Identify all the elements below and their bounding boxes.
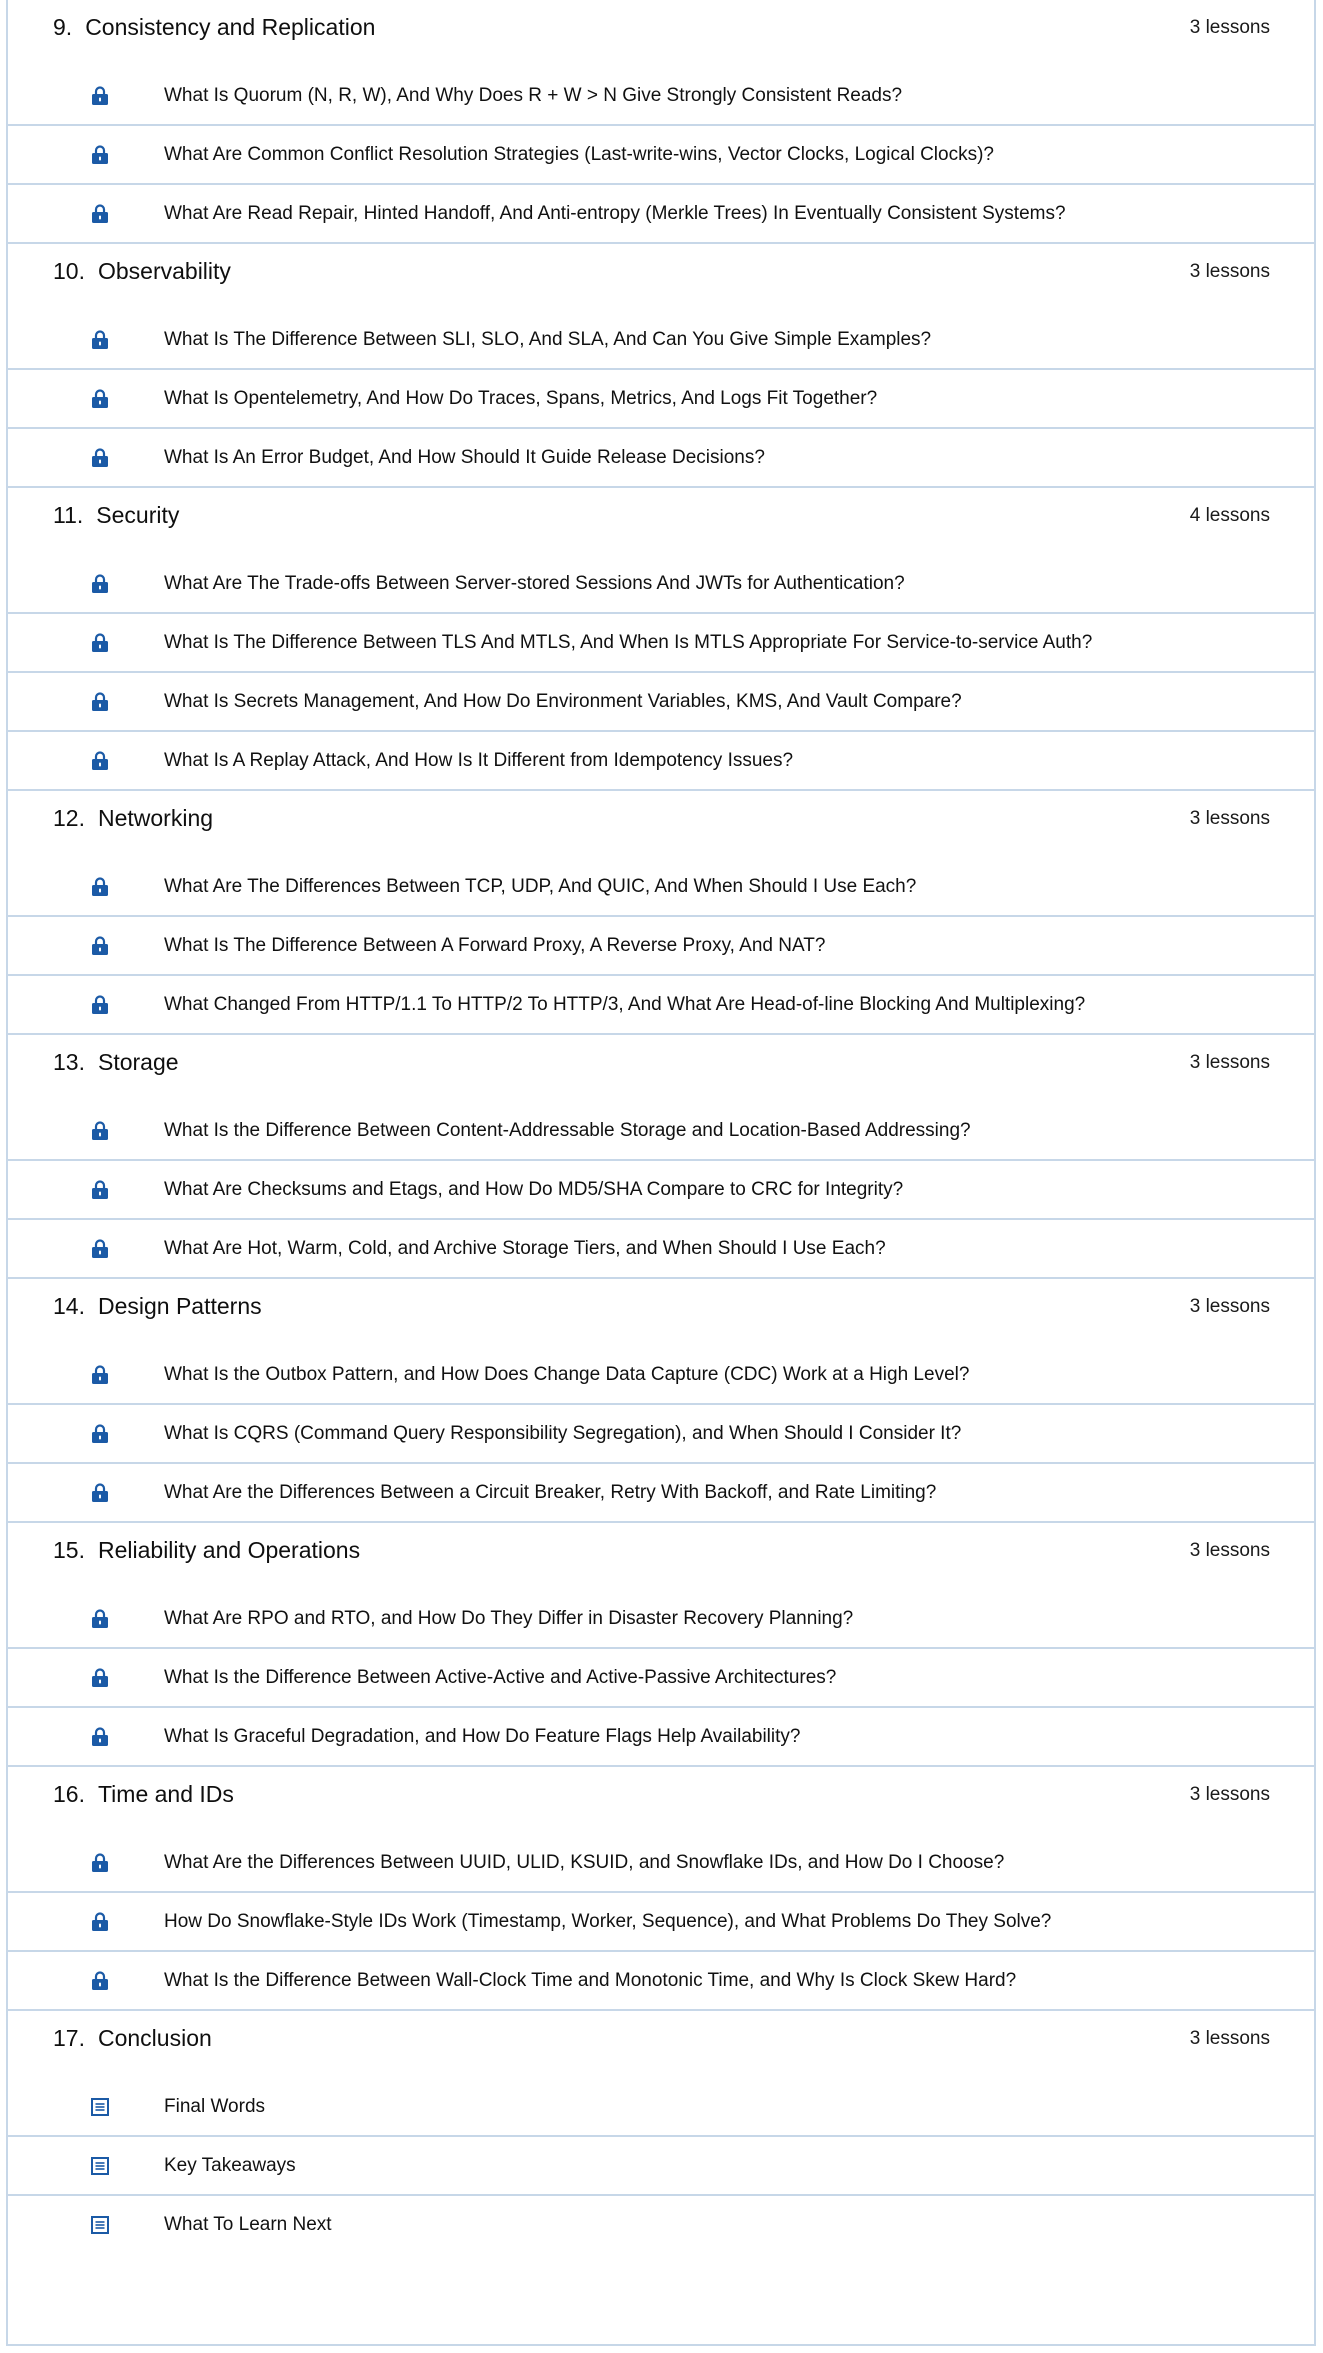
section-number: 16. (53, 1781, 85, 1807)
section-name: Reliability and Operations (97, 1537, 361, 1563)
lesson-title: What Are the Differences Between UUID, ULID, KSUID, and Snowflake IDs, and How Do I Choose? (164, 1851, 1005, 1873)
section-header[interactable] (8, 1523, 1314, 1578)
lesson-list (8, 299, 1314, 486)
section-lesson-count: 3 lessons (1189, 260, 1270, 282)
section-header[interactable] (8, 791, 1314, 846)
section-title (53, 805, 213, 832)
lesson-item[interactable] (8, 612, 1314, 671)
lock-icon (85, 325, 115, 355)
lock-icon (85, 1907, 115, 1937)
lesson-title: Final Words (164, 2095, 266, 2117)
lesson-item[interactable] (8, 730, 1314, 789)
section-header[interactable] (8, 488, 1314, 543)
lesson-list (8, 1822, 1314, 2009)
lock-icon (85, 1478, 115, 1508)
lesson-item[interactable] (8, 1950, 1314, 2009)
section-header[interactable] (8, 1035, 1314, 1090)
section-number: 10. (53, 258, 85, 284)
lesson-list (8, 846, 1314, 1033)
section-title (53, 1293, 262, 1320)
lesson-item[interactable] (8, 1891, 1314, 1950)
section-number: 15. (53, 1537, 85, 1563)
lesson-title: What Is An Error Budget, And How Should It Guide Release Decisions? (164, 446, 765, 468)
course-section-9 (8, 0, 1314, 244)
lesson-title: What Is Quorum (N, R, W), And Why Does R + W > N Give Strongly Consistent Reads? (164, 84, 903, 106)
section-title (53, 1537, 360, 1564)
lock-icon (85, 1604, 115, 1634)
section-lesson-count: 3 lessons (1189, 1783, 1270, 1805)
section-number: 9. (53, 14, 73, 40)
lesson-title: What Is the Difference Between Active-Active and Active-Passive Architectures? (164, 1666, 837, 1688)
lesson-list (8, 1090, 1314, 1277)
section-name: Design Patterns (97, 1293, 262, 1319)
lesson-item[interactable] (8, 1403, 1314, 1462)
lesson-title: What Is A Replay Attack, And How Is It Different from Idempotency Issues? (164, 749, 794, 771)
section-number: 13. (53, 1049, 85, 1075)
lesson-item[interactable] (8, 1218, 1314, 1277)
lesson-title: What Are Hot, Warm, Cold, and Archive Storage Tiers, and When Should I Use Each? (164, 1237, 886, 1259)
lock-icon (85, 628, 115, 658)
lock-icon (85, 1360, 115, 1390)
section-title (53, 1781, 234, 1808)
lesson-title: What Are Common Conflict Resolution Strategies (Last-write-wins, Vector Clocks, Logical Clocks)? (164, 143, 994, 165)
section-lesson-count: 3 lessons (1189, 16, 1270, 38)
lesson-title: What Is the Difference Between Content-Addressable Storage and Location-Based Addressing? (164, 1119, 971, 1141)
lesson-item[interactable] (8, 183, 1314, 242)
course-section-16 (8, 1767, 1314, 2011)
lesson-title: What Are RPO and RTO, and How Do They Differ in Disaster Recovery Planning? (164, 1607, 854, 1629)
course-section-12 (8, 791, 1314, 1035)
section-title (53, 258, 231, 285)
lock-icon (85, 1419, 115, 1449)
lesson-list (8, 1334, 1314, 1521)
lesson-list (8, 2066, 1314, 2253)
lesson-item[interactable] (8, 2194, 1314, 2253)
document-icon (85, 2151, 115, 2181)
lesson-title: What Is the Difference Between Wall-Clock Time and Monotonic Time, and Why Is Clock Skew Hard? (164, 1969, 1017, 1991)
lesson-item[interactable] (8, 124, 1314, 183)
section-number: 12. (53, 805, 85, 831)
lock-icon (85, 1175, 115, 1205)
lock-icon (85, 1234, 115, 1264)
course-section-17 (8, 2011, 1314, 2253)
course-section-13 (8, 1035, 1314, 1279)
document-icon (85, 2210, 115, 2240)
section-title (53, 502, 179, 529)
lock-icon (85, 990, 115, 1020)
section-lesson-count: 3 lessons (1189, 1539, 1270, 1561)
lesson-item[interactable] (8, 671, 1314, 730)
lesson-item[interactable] (8, 1706, 1314, 1765)
lesson-item[interactable] (8, 555, 1314, 612)
section-header[interactable] (8, 2011, 1314, 2066)
lesson-item[interactable] (8, 1159, 1314, 1218)
section-title (53, 14, 375, 41)
lesson-title: What Is CQRS (Command Query Responsibility Segregation), and When Should I Consider It? (164, 1422, 962, 1444)
lesson-title: What Are The Trade-offs Between Server-stored Sessions And JWTs for Authentication? (164, 572, 905, 594)
lesson-item[interactable] (8, 67, 1314, 124)
lesson-item[interactable] (8, 915, 1314, 974)
lesson-item[interactable] (8, 1346, 1314, 1403)
lesson-title: What To Learn Next (164, 2213, 332, 2235)
section-lesson-count: 4 lessons (1189, 504, 1270, 526)
lock-icon (85, 384, 115, 414)
lesson-title: What Are The Differences Between TCP, UDP, And QUIC, And When Should I Use Each? (164, 875, 917, 897)
lesson-item[interactable] (8, 368, 1314, 427)
section-header[interactable] (8, 1279, 1314, 1334)
section-number: 17. (53, 2025, 85, 2051)
lesson-title: What Is the Outbox Pattern, and How Does Change Data Capture (CDC) Work at a High Level? (164, 1363, 970, 1385)
lock-icon (85, 81, 115, 111)
lock-icon (85, 1722, 115, 1752)
lesson-title: What Are Checksums and Etags, and How Do MD5/SHA Compare to CRC for Integrity? (164, 1178, 904, 1200)
course-section-14 (8, 1279, 1314, 1523)
section-name: Conclusion (97, 2025, 212, 2051)
lesson-list (8, 1578, 1314, 1765)
section-lesson-count: 3 lessons (1189, 807, 1270, 829)
section-name: Consistency and Replication (85, 14, 376, 40)
lock-icon (85, 1966, 115, 1996)
lesson-item[interactable] (8, 974, 1314, 1033)
lesson-list (8, 543, 1314, 789)
lesson-item[interactable] (8, 1462, 1314, 1521)
lock-icon (85, 140, 115, 170)
lesson-title: How Do Snowflake-Style IDs Work (Timestamp, Worker, Sequence), and What Problems Do They Solve? (164, 1910, 1052, 1932)
lesson-item[interactable] (8, 1834, 1314, 1891)
section-title (53, 2025, 212, 2052)
lesson-item[interactable] (8, 1102, 1314, 1159)
lesson-item[interactable] (8, 1590, 1314, 1647)
lesson-item[interactable] (8, 1647, 1314, 1706)
lock-icon (85, 1116, 115, 1146)
lesson-title: What Are Read Repair, Hinted Handoff, And Anti-entropy (Merkle Trees) In Eventually Consistent Systems? (164, 202, 1066, 224)
section-name: Security (96, 502, 180, 528)
lock-icon (85, 872, 115, 902)
lesson-item[interactable] (8, 311, 1314, 368)
lock-icon (85, 1663, 115, 1693)
lesson-item[interactable] (8, 2078, 1314, 2135)
course-section-11 (8, 488, 1314, 791)
lesson-item[interactable] (8, 2135, 1314, 2194)
lock-icon (85, 443, 115, 473)
section-header[interactable] (8, 0, 1314, 55)
lesson-item[interactable] (8, 427, 1314, 486)
lock-icon (85, 1848, 115, 1878)
lock-icon (85, 569, 115, 599)
lesson-title: What Is The Difference Between SLI, SLO, And SLA, And Can You Give Simple Examples? (164, 328, 932, 350)
lesson-title: What Is The Difference Between TLS And MTLS, And When Is MTLS Appropriate For Service-to-service Auth? (164, 631, 1093, 653)
section-name: Networking (97, 805, 214, 831)
section-name: Time and IDs (97, 1781, 234, 1807)
course-section-15 (8, 1523, 1314, 1767)
section-header[interactable] (8, 244, 1314, 299)
course-curriculum (6, 0, 1316, 2346)
document-icon (85, 2092, 115, 2122)
lesson-title: What Is Secrets Management, And How Do Environment Variables, KMS, And Vault Compare? (164, 690, 962, 712)
lesson-list (8, 55, 1314, 242)
lesson-title: What Are the Differences Between a Circuit Breaker, Retry With Backoff, and Rate Limiting? (164, 1481, 937, 1503)
lesson-title: Key Takeaways (164, 2154, 296, 2176)
lock-icon (85, 931, 115, 961)
course-section-10 (8, 244, 1314, 488)
lock-icon (85, 687, 115, 717)
section-lesson-count: 3 lessons (1189, 1051, 1270, 1073)
lesson-item[interactable] (8, 858, 1314, 915)
lock-icon (85, 746, 115, 776)
section-number: 14. (53, 1293, 85, 1319)
lock-icon (85, 199, 115, 229)
section-title (53, 1049, 179, 1076)
section-lesson-count: 3 lessons (1189, 1295, 1270, 1317)
lesson-title: What Changed From HTTP/1.1 To HTTP/2 To HTTP/3, And What Are Head-of-line Blocking And Multiplexing? (164, 993, 1086, 1015)
section-name: Observability (97, 258, 231, 284)
lesson-title: What Is Opentelemetry, And How Do Traces, Spans, Metrics, And Logs Fit Together? (164, 387, 878, 409)
section-number: 11. (53, 502, 84, 528)
section-name: Storage (97, 1049, 179, 1075)
lesson-title: What Is The Difference Between A Forward Proxy, A Reverse Proxy, And NAT? (164, 934, 826, 956)
section-header[interactable] (8, 1767, 1314, 1822)
lesson-title: What Is Graceful Degradation, and How Do Feature Flags Help Availability? (164, 1725, 801, 1747)
section-lesson-count: 3 lessons (1189, 2027, 1270, 2049)
